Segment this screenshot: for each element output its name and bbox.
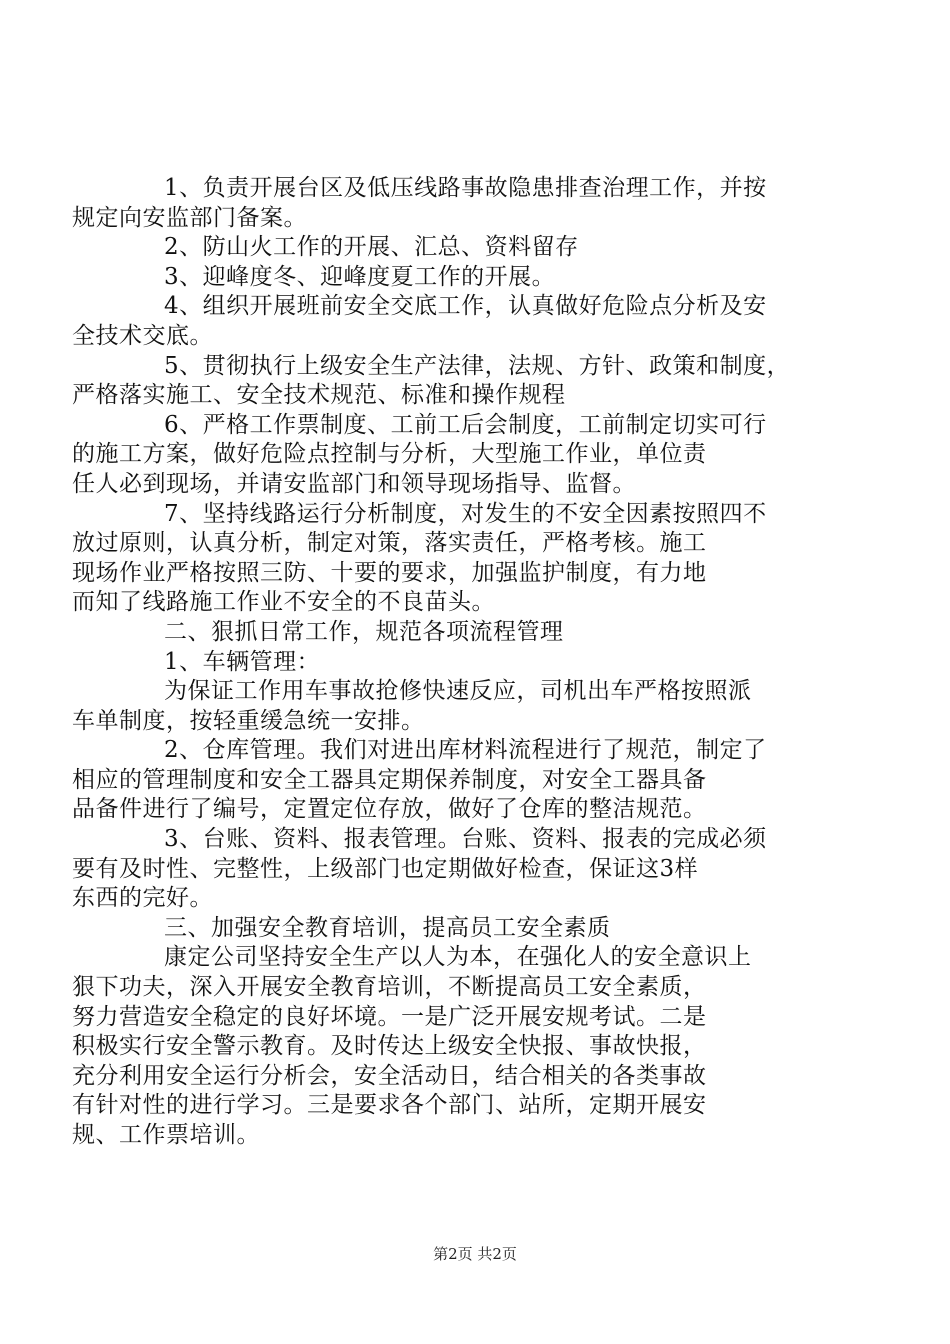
paragraph — [72, 411, 832, 500]
document-body — [72, 174, 832, 1151]
paragraph — [118, 618, 832, 648]
paragraph-line: 4、组织开展班前安全交底工作，认真做好危险点分析及安 — [164, 293, 767, 320]
paragraph — [72, 677, 832, 736]
paragraph-line: 3、迎峰度冬、迎峰度夏工作的开展。 — [164, 263, 556, 290]
paragraph-line: 二、狠抓日常工作，规范各项流程管理 — [164, 618, 564, 645]
paragraph-line: 规定向安监部门备案。 — [72, 204, 307, 231]
paragraph-line: 而知了线路施工作业不安全的不良苗头。 — [72, 589, 495, 616]
paragraph — [118, 914, 832, 944]
paragraph-line: 相应的管理制度和安全工器具定期保养制度，对安全工器具备 — [72, 766, 707, 793]
paragraph-line: 放过原则，认真分析，制定对策，落实责任，严格考核。施工 — [72, 530, 707, 557]
paragraph-line: 的施工方案，做好危险点控制与分析，大型施工作业，单位责 — [72, 441, 707, 468]
paragraph-line: 任人必到现场，并请安监部门和领导现场指导、监督。 — [72, 470, 636, 497]
paragraph — [118, 263, 832, 293]
paragraph-line: 1、负责开展台区及低压线路事故隐患排查治理工作，并按 — [164, 175, 767, 201]
paragraph — [72, 825, 832, 914]
paragraph-line: 品备件进行了编号，定置定位存放，做好了仓库的整洁规范。 — [72, 796, 707, 823]
paragraph — [118, 648, 832, 678]
paragraph-line: 6、严格工作票制度、工前工后会制度，工前制定切实可行 — [164, 411, 767, 438]
paragraph-line: 3、台账、资料、报表管理。台账、资料、报表的完成必须 — [164, 826, 767, 853]
paragraph — [72, 352, 832, 411]
paragraph-line: 要有及时性、完整性，上级部门也定期做好检查，保证这3样 — [72, 855, 699, 882]
paragraph-line: 现场作业严格按照三防、十要的要求，加强监护制度，有力地 — [72, 559, 707, 586]
paragraph-line: 车单制度，按轻重缓急统一安排。 — [72, 707, 425, 734]
paragraph — [118, 233, 832, 263]
paragraph — [72, 500, 832, 618]
page-footer: 第2页 共2页 — [433, 1245, 517, 1263]
paragraph — [72, 943, 832, 1150]
paragraph-line: 1、车辆管理： — [164, 648, 321, 675]
paragraph — [72, 292, 832, 351]
paragraph-line: 三、加强安全教育培训，提高员工安全素质 — [164, 914, 611, 941]
paragraph-line: 努力营造安全稳定的良好坏境。一是广泛开展安规考试。二是 — [72, 1003, 707, 1030]
paragraph-line: 有针对性的进行学习。三是要求各个部门、站所，定期开展安 — [72, 1092, 707, 1119]
paragraph-line: 7、坚持线路运行分析制度，对发生的不安全因素按照四不 — [164, 500, 767, 527]
paragraph-line: 严格落实施工、安全技术规范、标准和操作规程 — [72, 382, 566, 409]
paragraph — [72, 736, 832, 825]
paragraph-line: 5、贯彻执行上级安全生产法律，法规、方针、政策和制度， — [164, 352, 791, 379]
paragraph-line: 康定公司坚持安全生产以人为本，在强化人的安全意识上 — [164, 944, 752, 971]
paragraph-line: 为保证工作用车事故抢修快速反应，司机出车严格按照派 — [164, 678, 752, 705]
paragraph-line: 规、工作票培训。 — [72, 1122, 260, 1148]
paragraph-line: 东西的完好。 — [72, 885, 213, 912]
paragraph — [72, 174, 832, 233]
paragraph-line: 2、防山火工作的开展、汇总、资料留存 — [164, 234, 579, 261]
paragraph-line: 2、仓库管理。我们对进出库材料流程进行了规范，制定了 — [164, 737, 767, 764]
paragraph-line: 积极实行安全警示教育。及时传达上级安全快报、事故快报， — [72, 1033, 707, 1060]
paragraph-line: 全技术交底。 — [72, 322, 213, 349]
paragraph-line: 充分利用安全运行分析会，安全活动日，结合相关的各类事故 — [72, 1062, 707, 1089]
paragraph-line: 狠下功夫，深入开展安全教育培训，不断提高员工安全素质， — [72, 974, 707, 1001]
